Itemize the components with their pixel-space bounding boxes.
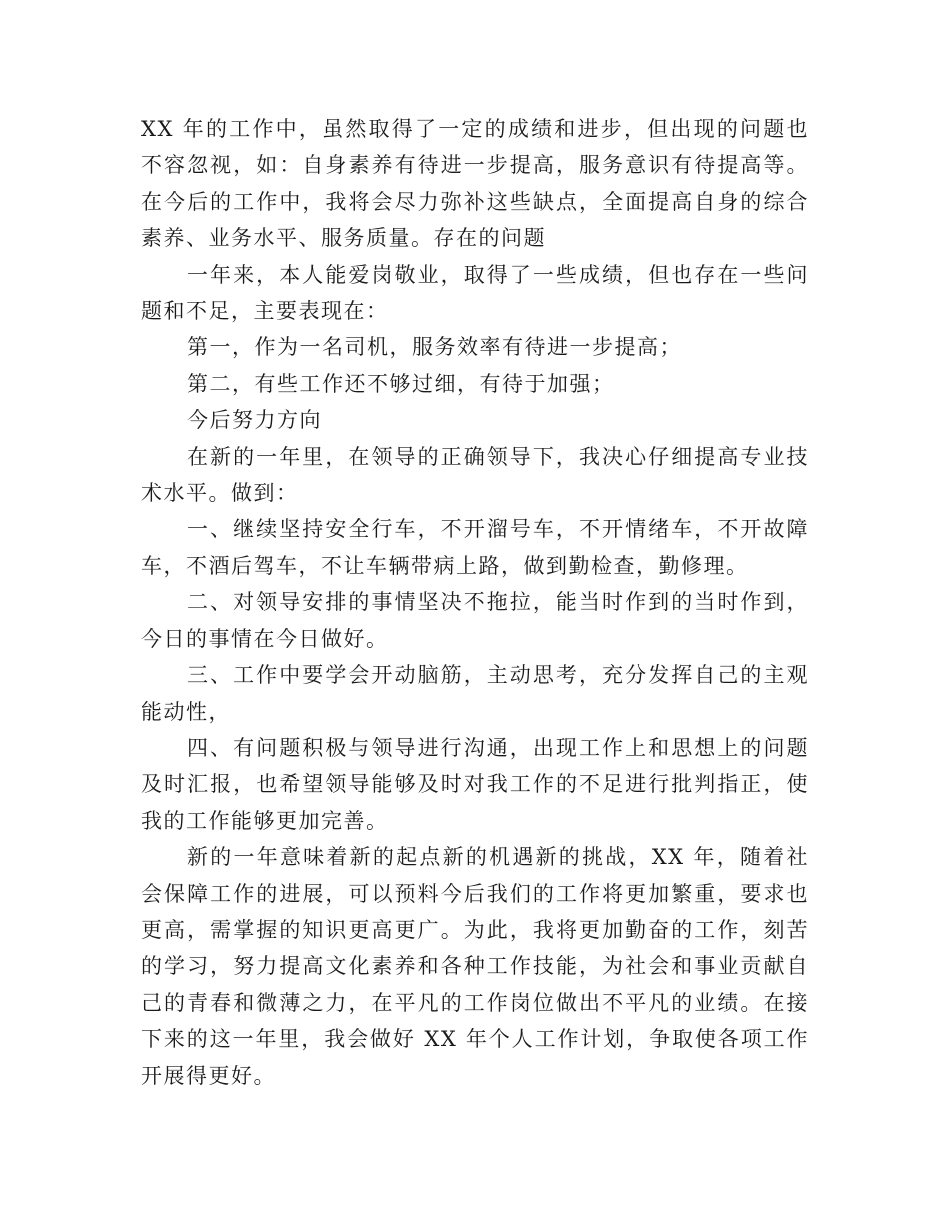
paragraph-problem-1: 第一，作为一名司机，服务效率有待进一步提高； [187, 335, 682, 360]
paragraph-problem-2: 第二，有些工作还不够过细，有待于加强； [187, 371, 615, 396]
paragraph-intro: XX 年的工作中，虽然取得了一定的成绩和进步，但出现的问题也不容忽视，如：自身素养有待进一步提高，服务意识有待提高等。在今后的工作中，我将会尽力弥补这些缺点，全面提高自身的综合素养、业务水平、服务质量。存在的问题 [141, 117, 809, 251]
paragraph-item-2: 二、对领导安排的事情坚决不拖拉，能当时作到的当时作到，今日的事情在今日做好。 [141, 590, 809, 651]
paragraph-resolution: 在新的一年里，在领导的正确领导下，我决心仔细提高专业技术水平。做到： [141, 444, 809, 506]
paragraph-item-4: 四、有问题积极与领导进行沟通，出现工作上和思想上的问题及时汇报，也希望领导能够及时对我工作的不足进行批判指正，使我的工作能够更加完善。 [141, 735, 809, 833]
section-heading-direction: 今后努力方向 [187, 408, 322, 433]
paragraph-item-1: 一、继续坚持安全行车，不开溜号车，不开情绪车，不开故障车，不酒后驾车，不让车辆带病上路，做到勤检查，勤修理。 [141, 517, 809, 578]
paragraph-outlook: 新的一年意味着新的起点新的机遇新的挑战，XX 年，随着社会保障工作的进展，可以预料今后我们的工作将更加繁重，要求也更高，需掌握的知识更高更广。为此，我将更加勤奋的工作，刻苦的学习，努力提高文化素养和各种工作技能，为社会和事业贡献自己的青春和微薄之力，在平凡的工作岗位做出不平凡的业绩。在接下来的这一年里，我会做好 XX 年个人工作计划，争取使各项工作开展得更好。 [141, 845, 809, 1088]
paragraph-item-3: 三、工作中要学会开动脑筋，主动思考，充分发挥自己的主观能动性， [141, 663, 809, 724]
document-body [141, 111, 809, 1094]
paragraph-summary: 一年来，本人能爱岗敬业，取得了一些成绩，但也存在一些问题和不足，主要表现在： [141, 262, 809, 324]
